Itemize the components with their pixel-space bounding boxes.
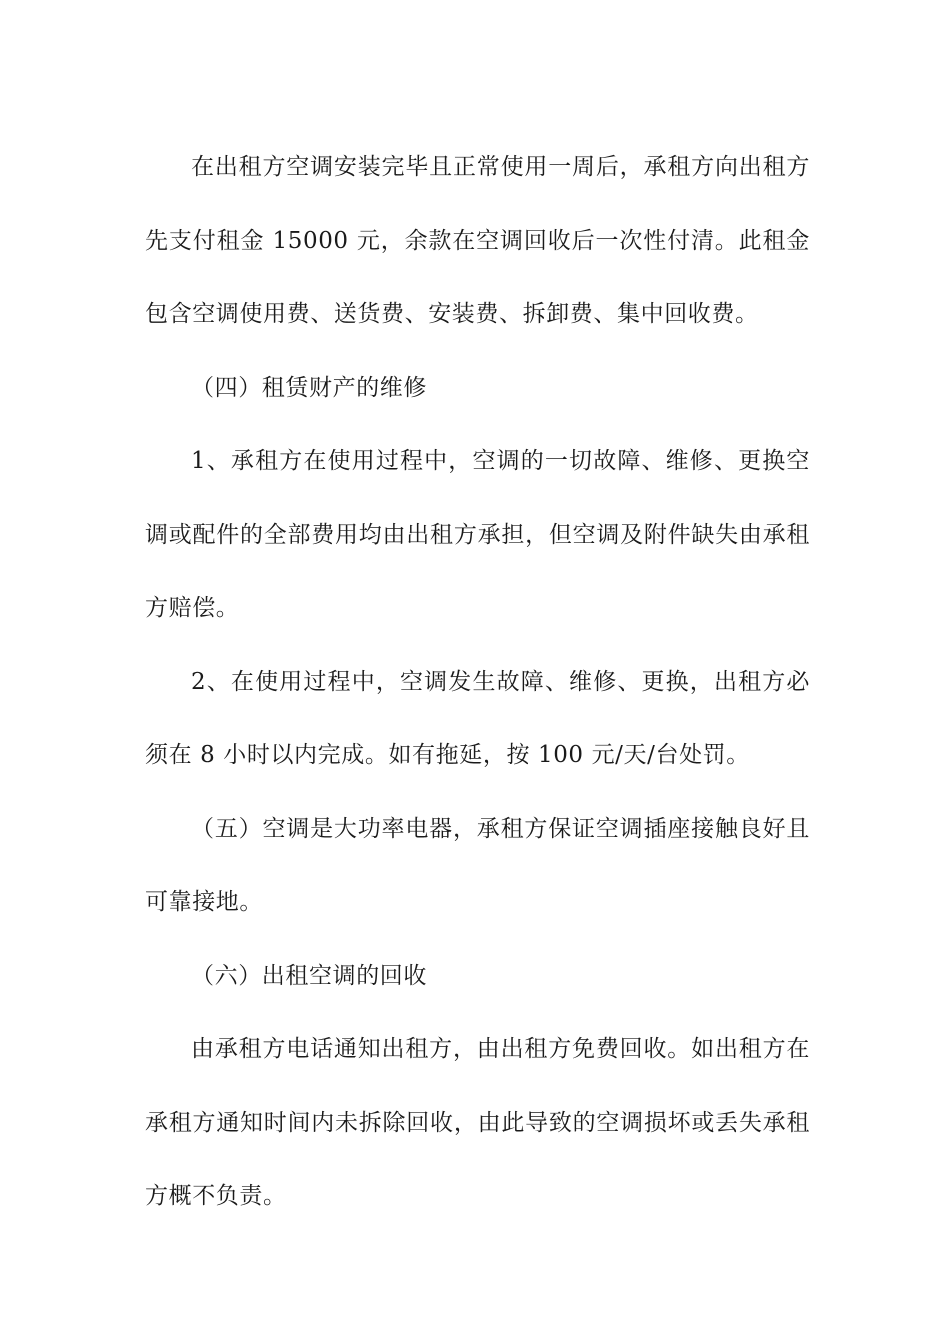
paragraph-rent-payment: 在出租方空调安装完毕且正常使用一周后，承租方向出租方先支付租金 15000 元，余款在空调回收后一次性付清。此租金包含空调使用费、送货费、安装费、拆卸费、集中回收费。 — [145, 154, 810, 327]
document-page — [145, 131, 810, 1234]
paragraph-repair-deadline: 2、在使用过程中，空调发生故障、维修、更换，出租方必须在 8 小时以内完成。如有拖延，按 100 元/天/台处罚。 — [145, 668, 810, 768]
paragraph-power-socket: （五）空调是大功率电器，承租方保证空调插座接触良好且可靠接地。 — [145, 815, 810, 915]
section-heading-maintenance: （四）租赁财产的维修 — [191, 374, 427, 401]
paragraph-recovery-terms: 由承租方电话通知出租方，由出租方免费回收。如出租方在承租方通知时间内未拆除回收，由此导致的空调损坏或丢失承租方概不负责。 — [145, 1036, 810, 1209]
paragraph-maintenance-costs: 1、承租方在使用过程中，空调的一切故障、维修、更换空调或配件的全部费用均由出租方承担，但空调及附件缺失由承租方赔偿。 — [145, 448, 810, 621]
section-heading-recovery: （六）出租空调的回收 — [191, 962, 427, 989]
